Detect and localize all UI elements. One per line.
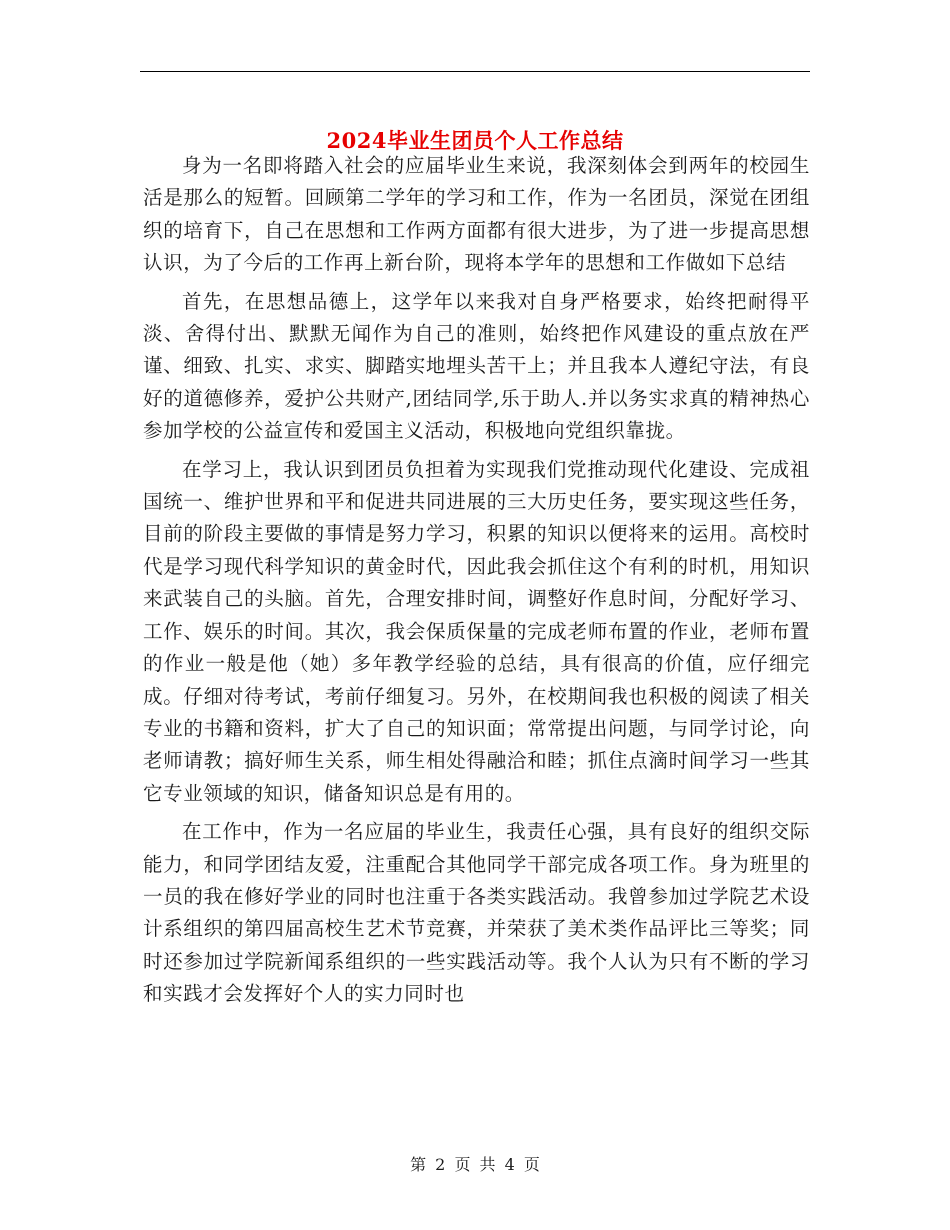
document-title: 2024毕业生团员个人工作总结 xyxy=(326,128,624,154)
document-body xyxy=(143,150,810,1017)
paragraph-intro: 身为一名即将踏入社会的应届毕业生来说，我深刻体会到两年的校园生活是那么的短暂。回顾第二学年的学习和工作，作为一名团员，深觉在团组织的培育下，自己在思想和工作两方面都有很大进步，为了进一步提高思想认识，为了今后的工作再上新台阶，现将本学年的思想和工作做如下总结 xyxy=(143,154,810,275)
header-rule xyxy=(140,71,810,72)
page-number-footer: 第 2 页 共 4 页 xyxy=(410,1155,540,1174)
paragraph-study: 在学习上，我认识到团员负担着为实现我们党推动现代化建设、完成祖国统一、维护世界和平和促进共同进展的三大历史任务，要实现这些任务，目前的阶段主要做的事情是努力学习，积累的知识以便将来的运用。高校时代是学习现代科学知识的黄金时代，因此我会抓住这个有利的时机，用知识来武装自己的头脑。首先，合理安排时间，调整好作息时间，分配好学习、工作、娱乐的时间。其次，我会保质保量的完成老师布置的作业，老师布置的作业一般是他（她）多年教学经验的总结，具有很高的价值，应仔细完成。仔细对待考试，考前仔细复习。另外，在校期间我也积极的阅读了相关专业的书籍和资料，扩大了自己的知识面；常常提出问题，与同学讨论，向老师请教；搞好师生关系，师生相处得融洽和睦；抓住点滴时间学习一些其它专业领域的知识，储备知识总是有用的。 xyxy=(143,457,810,805)
paragraph-work: 在工作中，作为一名应届的毕业生，我责任心强，具有良好的组织交际能力，和同学团结友爱，注重配合其他同学干部完成各项工作。身为班里的一员的我在修好学业的同时也注重于各类实践活动。我曾参加过学院艺术设计系组织的第四届高校生艺术节竞赛，并荣获了美术类作品评比三等奖；同时还参加过学院新闻系组织的一些实践活动等。我个人认为只有不断的学习和实践才会发挥好个人的实力同时也 xyxy=(143,820,810,1006)
paragraph-ideology: 首先，在思想品德上，这学年以来我对自身严格要求，始终把耐得平淡、舍得付出、默默无闻作为自己的准则，始终把作风建设的重点放在严谨、细致、扎实、求实、脚踏实地埋头苦干上；并且我本人遵纪守法，有良好的道德修养，爱护公共财产,团结同学,乐于助人.并以务实求真的精神热心参加学校的公益宣传和爱国主义活动，积极地向党组织靠拢。 xyxy=(143,289,810,443)
